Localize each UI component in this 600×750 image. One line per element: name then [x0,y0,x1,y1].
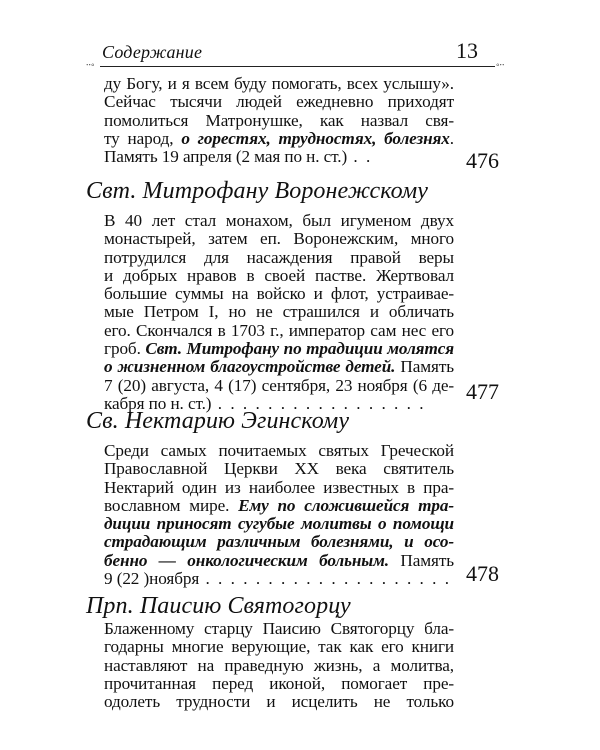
text-line: его. Скончался в 1703 г., император сам нес его [104,320,454,340]
entry-text-mitrofan [104,212,454,413]
text-line: 7 (20) августа, 4 (17) сентября, 23 ноября (6 де- [104,375,454,395]
dot-leader: . . . . . . . . . . . . . . . . . . . . [199,569,452,589]
text-line [104,358,454,376]
section-title-mitrofan[interactable]: Свт. Митрофану Воронежскому [86,178,429,204]
header-title: Содержание [102,42,203,62]
emphasis-text: Ему по сложившейся тра- [238,495,454,515]
emphasis-text: о горестях, трудностях, болезнях [181,128,450,148]
text-line: годарны многие верующие, так как его книги [104,637,454,657]
memory-date: кабря по н. ст.) [104,393,212,413]
text-line: наставляют на праведную жизнь, а молитва, [104,655,454,675]
emphasis-line: диции приносят сугубые молитвы о помощи [104,514,454,534]
emphasis-text: Свт. Митрофану по традиции молятся [145,339,454,359]
text-line: Православной Церкви XX века святитель [104,459,454,479]
text-line: Блаженному старцу Паисию Святогорцу бла- [104,619,454,638]
emphasis-line: страдающим различным болезнями, и осо- [104,532,454,552]
text-line: Нектарий один из наиболее известных в пра- [104,477,454,497]
entry-text-paisiy [104,620,454,711]
memory-date: 9 (22 )ноября [104,569,200,589]
text-line: Сейчас тысячи людей ежедневно приходят [104,92,454,112]
text-segment: гроб. [104,339,146,359]
text-line: В 40 лет стал монахом, был игуменом двух [104,211,454,230]
text-line [104,552,454,570]
text-segment: Память [395,357,454,377]
text-segment: Память [389,550,454,570]
emphasis-text: бенно — онкологическим больным. [104,550,389,570]
emphasis-text: о жизненном благоустройстве детей. [104,357,396,377]
entry-text-matrona [104,75,454,166]
text-segment: . [449,128,454,148]
dot-leader: . . . . . . . . . . . . . . . . . [211,393,426,413]
text-line: мые Петром I, но не страшился и обличать [104,302,454,322]
text-line: большие суммы на войско и флот, устраивае- [104,284,454,304]
text-line [104,570,454,588]
text-line [104,497,454,515]
rule-ornament-right-icon: ◦∙∙ [496,60,505,71]
dot-leader: . . [347,147,373,167]
page-ref-477[interactable]: 477 [466,379,499,404]
text-segment: вославном мире. [104,495,239,515]
header-page-number: 13 [456,38,478,63]
text-line: и добрых нравов в своей пастве. Жертвовал [104,265,454,285]
section-title-paisiy[interactable]: Прп. Паисию Святогорцу [86,593,351,619]
header-rule [100,66,495,68]
text-line [104,340,454,358]
entry-text-nektariy [104,442,454,588]
text-segment: ту народ, [104,128,182,148]
text-line [104,130,454,148]
page-header [100,38,500,66]
page-ref-478[interactable]: 478 [466,561,499,586]
text-line: Среди самых почитаемых святых Греческой [104,441,454,460]
section-title-nektariy[interactable]: Св. Нектарию Эгинскому [86,408,350,434]
text-line: прочитанная перед иконой, помогает пре- [104,673,454,693]
text-line: потрудился для насаждения правой веры [104,247,454,267]
rule-ornament-left-icon: ∙∙◦ [86,60,95,71]
memory-date: Память 19 апреля (2 мая по н. ст.) [104,147,348,167]
page-ref-476[interactable]: 476 [466,148,499,173]
text-line: ду Богу, и я всем буду помогать, всех услышу». [104,74,454,93]
text-line [104,148,454,166]
text-line: монастырей, затем еп. Воронежским, много [104,229,454,249]
text-line: одолеть трудности и исцелить не только [104,692,454,712]
text-line: помолиться Матронушке, как назвал свя- [104,110,454,130]
